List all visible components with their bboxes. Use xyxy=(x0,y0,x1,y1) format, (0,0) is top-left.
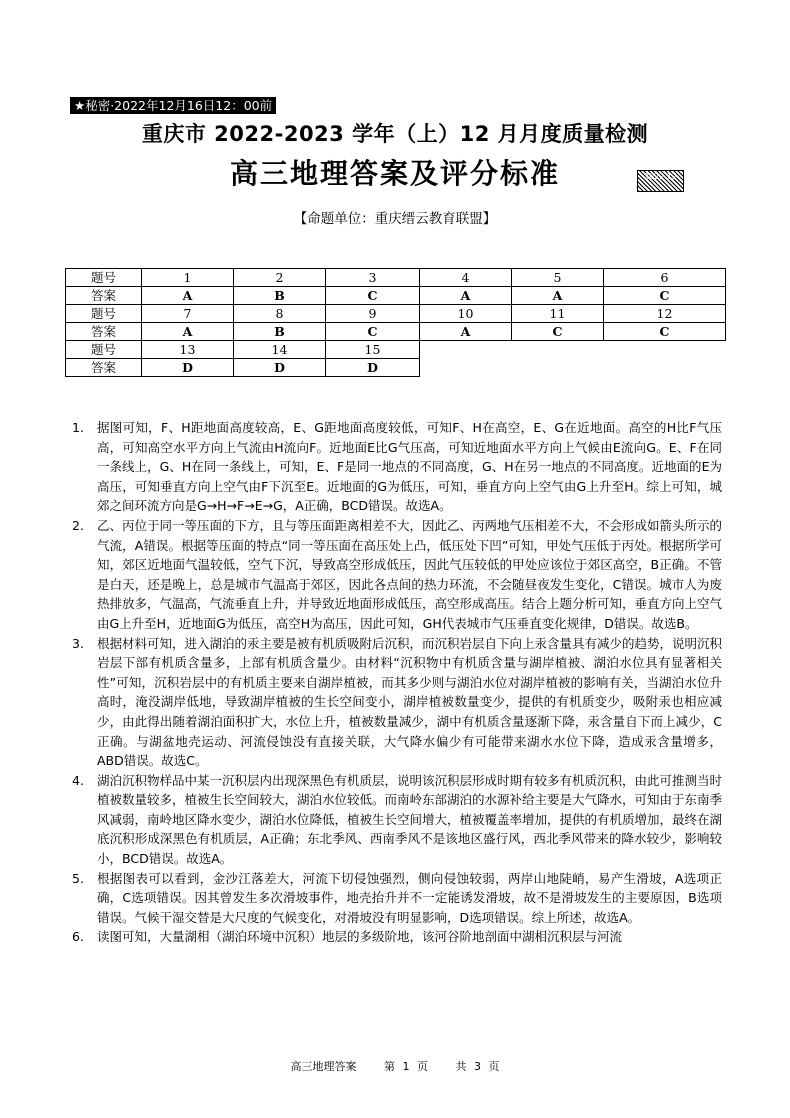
table-cell: A xyxy=(420,287,512,305)
table-cell: C xyxy=(604,323,726,341)
item-number: 3. xyxy=(72,635,84,651)
row-label: 题号 xyxy=(66,305,142,323)
table-cell: C xyxy=(512,323,604,341)
empty-cell xyxy=(604,359,726,377)
item-number: 2. xyxy=(72,517,84,533)
table-row xyxy=(66,269,726,287)
empty-cell xyxy=(420,341,512,359)
table-cell: C xyxy=(326,323,420,341)
footer-total-prefix: 共 xyxy=(455,1060,467,1073)
empty-cell xyxy=(512,359,604,377)
footer-total-suffix: 页 xyxy=(488,1060,500,1073)
table-cell: A xyxy=(420,323,512,341)
table-cell: 5 xyxy=(512,269,604,287)
page-title: 高三地理答案及评分标准 xyxy=(229,157,560,190)
row-label: 答案 xyxy=(66,287,142,305)
table-cell: A xyxy=(512,287,604,305)
footer-total-pages: 3 xyxy=(474,1060,481,1073)
table-cell: 3 xyxy=(326,269,420,287)
table-cell: 13 xyxy=(142,341,234,359)
exam-title: 重庆市 2022-2023 学年（上）12 月月度质量检测 xyxy=(141,122,649,146)
table-cell: 7 xyxy=(142,305,234,323)
table-cell: 1 xyxy=(142,269,234,287)
table-cell: A xyxy=(142,287,234,305)
table-cell: C xyxy=(326,287,420,305)
item-text: 湖泊沉积物样品中某一沉积层内出现深黑色有机质层，说明该沉积层形成时期有较多有机质沉积，由此可推测当时植被数量较多，植被生长空间较大，湖泊水位较低。而南岭东部湖泊的水源补给主要是大气降水，可知由于东南季风减弱，南岭地区降水变少，湖泊水位降低，植被生长空间增大，植被覆盖率增加，提供的有机质增加，最终在湖底沉积形成深黑色有机质层，A正确；东北季风、西南季风不是该地区盛行风，西北季风带来的降水较少，影响较小，BCD错误。故选A。 xyxy=(97,772,723,867)
table-cell: D xyxy=(142,359,234,377)
table-cell: 15 xyxy=(326,341,420,359)
list-item xyxy=(72,869,722,928)
empty-cell xyxy=(604,341,726,359)
table-cell: 10 xyxy=(420,305,512,323)
table-cell: B xyxy=(234,323,326,341)
table-row xyxy=(66,341,726,359)
table-cell: 4 xyxy=(420,269,512,287)
item-number: 5. xyxy=(72,870,84,886)
table-row xyxy=(66,359,726,377)
explanation-list xyxy=(72,418,722,947)
row-label: 题号 xyxy=(66,269,142,287)
item-number: 6. xyxy=(72,929,84,945)
author-unit: 【命题单位：重庆缙云教育联盟】 xyxy=(293,211,497,227)
row-label: 答案 xyxy=(66,323,142,341)
footer-page-suffix: 页 xyxy=(417,1060,428,1073)
date-stamp: 2022.12 xyxy=(637,170,684,192)
table-row xyxy=(66,305,726,323)
item-text: 根据图表可以看到，金沙江落差大，河流下切侵蚀强烈，侧向侵蚀较弱，两岸山地陡峭，易产生滑坡，A选项正确，C选项错误。因其曾发生多次滑坡事件，地壳抬升并不一定能诱发滑坡，故不是滑坡发生的主要原因，B选项错误。气候干湿交替是大尺度的气候变化，对滑坡没有明显影响，D选项错误。综上所述，故选A。 xyxy=(97,870,722,925)
list-item xyxy=(72,634,722,771)
table-cell: B xyxy=(234,287,326,305)
table-cell: D xyxy=(326,359,420,377)
item-text: 据图可知，F、H距地面高度较高，E、G距地面高度较低，可知F、H在高空，E、G在近地面。高空的H比F气压高，可知高空水平方向上气流由H流向F。近地面E比G气压高，可知近地面水平方向上气候由E流向G。E、F在同一条线上，G、H在同一条线上，可知，E、F是同一地点的不同高度，G、H在另一地点的不同高度。近地面的E为高压，可知垂直方向上空气由F下沉至E。近地面的G为低压，可知，垂直方向上空气由G上升至H。综上可知，城郊之间环流方向是G→H→F→E→G，A正确，BCD错误。故选A。 xyxy=(97,420,722,514)
empty-cell xyxy=(420,359,512,377)
table-cell: 11 xyxy=(512,305,604,323)
list-item xyxy=(72,927,722,947)
item-number: 4. xyxy=(72,772,84,788)
empty-cell xyxy=(512,341,604,359)
table-row xyxy=(66,287,726,305)
table-cell: 2 xyxy=(234,269,326,287)
table-cell: 6 xyxy=(604,269,726,287)
table-cell: 12 xyxy=(604,305,726,323)
page-footer xyxy=(0,1058,790,1074)
footer-page-number: 1 xyxy=(402,1060,410,1073)
row-label: 答案 xyxy=(66,359,142,377)
table-cell: A xyxy=(142,323,234,341)
list-item xyxy=(72,418,722,516)
table-cell: 9 xyxy=(326,305,420,323)
list-item xyxy=(72,516,722,634)
footer-page-prefix: 第 xyxy=(384,1060,395,1073)
table-cell: 8 xyxy=(234,305,326,323)
confidential-label: ★秘密·2022年12月16日12：00前 xyxy=(70,97,276,114)
table-cell: D xyxy=(234,359,326,377)
footer-doc-name: 高三地理答案 xyxy=(290,1060,357,1073)
row-label: 题号 xyxy=(66,341,142,359)
list-item xyxy=(72,771,722,869)
item-text: 读图可知，大量湖相（湖泊环境中沉积）地层的多级阶地，该河谷阶地剖面中湖相沉积层与河流 xyxy=(97,929,623,945)
table-row xyxy=(66,323,726,341)
table-cell: 14 xyxy=(234,341,326,359)
table-cell: C xyxy=(604,287,726,305)
item-text: 乙、丙位于同一等压面的下方，且与等压面距离相差不大，因此乙、丙两地气压相差不大，不会形成如箭头所示的气流，A错误。根据等压面的特点“同一等压面在高压处上凸，低压处下凹”可知，甲处气压低于丙处。根据所学可知，郊区近地面气温较低，空气下沉，导致高空形成低压，因此气压较低的甲处应该位于郊区高空，B正确。不管是白天，还是晚上，总是城市气温高于郊区，因此各点间的热力环流，不会随昼夜发生变化，C错误。城市人为废热排放多，气温高，气流垂直上升，并导致近地面形成低压，高空形成高压。结合上题分析可知，垂直方向上空气由G上升至H，近地面G为低压，高空H为高压，因此可知，GH代表城市气压垂直变化规律，D错误。故选B。 xyxy=(97,517,723,631)
answer-table xyxy=(65,268,726,377)
item-text: 根据材料可知，进入湖泊的汞主要是被有机质吸附后沉积，而沉积岩层自下向上汞含量具有减少的趋势，说明沉积岩层下部有机质含量多，上部有机质含量少。由材料“沉积物中有机质含量与湖岸植被、湖泊水位具有显著相关性”可知，沉积岩层中的有机质主要来自湖岸植被，而其多少则与湖泊水位对湖岸植被的影响有关，当湖泊水位升高时，淹没湖岸低地，导致湖岸植被的生长空间变小，湖岸植被数量变少，提供的有机质变少，吸附汞也相应减少，由此得出随着湖泊面积扩大，水位上升，植被数量减少，湖中有机质含量逐渐下降，汞含量自下而上减少，C正确。与湖盆地壳运动、河流侵蚀没有直接关联，大气降水偏少有可能带来湖水水位下降，造成汞含量增多，ABD错误。故选C。 xyxy=(97,635,723,769)
item-number: 1. xyxy=(72,420,84,435)
